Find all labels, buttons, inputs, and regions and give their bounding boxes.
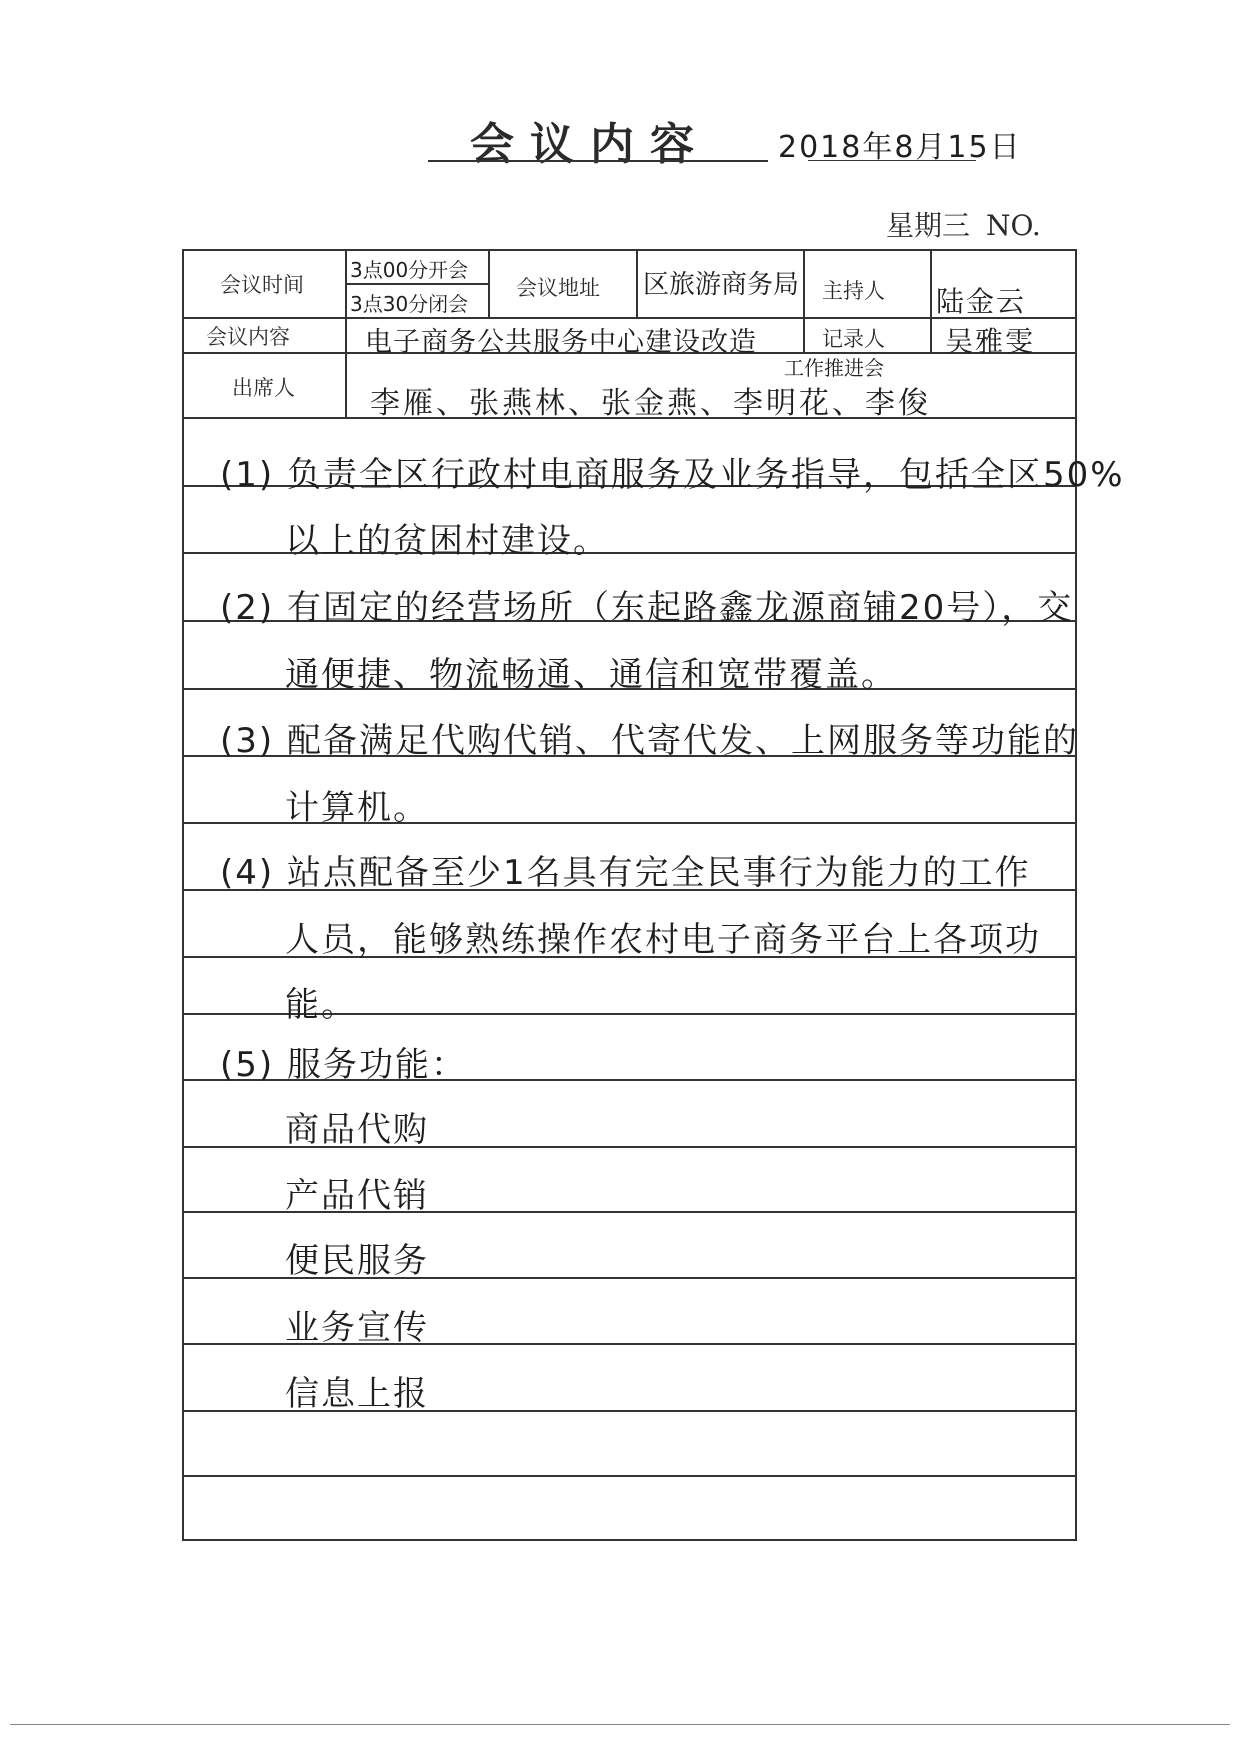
weekday-value: 三 [942,209,973,242]
host-label: 主持人 [822,279,885,303]
ruled-line [182,1475,1077,1477]
table-bottom-border [182,1539,1077,1541]
recorder-label: 记录人 [822,327,885,351]
note-line: 便民服务 [285,1241,429,1281]
header-col-2 [488,249,490,317]
note-line: (2) 有固定的经营场所（东起路鑫龙源商铺20号），交 [220,588,1074,628]
note-line: (5) 服务功能： [220,1045,467,1085]
note-line: (3) 配备满足代购代销、代寄代发、上网服务等功能的 [220,721,1079,761]
content-suffix: 工作推进会 [784,356,884,380]
weekday-label: 星期 [886,209,943,242]
note-line: 信息上报 [285,1374,429,1414]
note-line: 能。 [285,985,357,1025]
attendees-label: 出席人 [232,376,295,400]
note-line: 以上的贫困村建设。 [285,521,609,561]
scan-edge-line [10,1724,1230,1725]
note-line: 人员，能够熟练操作农村电子商务平台上各项功 [285,920,1041,960]
table-right-border [1075,249,1077,1540]
note-line: 通便捷、物流畅通、通信和宽带覆盖。 [285,655,897,695]
time-cell-divider [345,283,488,285]
place-label: 会议地址 [516,276,600,300]
note-line: 计算机。 [285,788,429,828]
note-line: (1) 负责全区行政村电商服务及业务指导，包括全区50% [220,455,1125,495]
header-col-4 [803,249,805,352]
note-line: 商品代购 [285,1110,429,1150]
header-col-5 [930,249,932,352]
place-value: 区旅游商务局 [643,270,800,300]
time-label: 会议时间 [220,273,304,297]
note-line: 产品代销 [285,1176,429,1216]
number-label: NO. [986,209,1041,242]
header-col-1 [345,249,347,417]
meeting-date: 2018年8月15日 [778,130,1022,165]
title-underline [428,160,768,162]
time-start: 3点00分开会 [350,258,469,282]
table-top-border [182,249,1077,251]
content-value: 电子商务公共服务中心建设改造 [365,327,757,358]
content-label: 会议内容 [206,325,290,349]
note-line: 业务宣传 [285,1308,429,1348]
header-col-3 [636,249,638,317]
date-underline [808,160,976,161]
recorder-value: 吴雅雯 [945,325,1036,358]
weekday-row [886,204,1041,244]
table-left-border [182,249,184,1540]
note-line: (4) 站点配备至少1名具有完全民事行为能力的工作 [220,853,1031,893]
page-title: 会议内容 [470,119,710,170]
host-value: 陆金云 [936,285,1027,318]
attendees-value: 李雁、张燕林、张金燕、李明花、李俊 [370,386,931,421]
time-end: 3点30分闭会 [350,292,469,316]
